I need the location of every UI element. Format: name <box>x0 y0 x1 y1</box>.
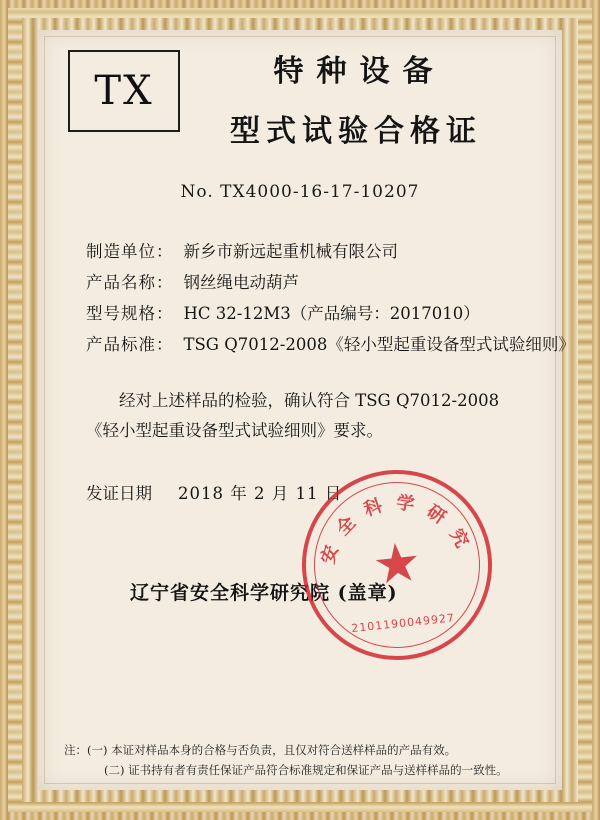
footer-note-1: 注：(一) 本证对样品本身的合格与否负责，且仅对符合送样样品的产品有效。 <box>64 743 457 757</box>
field-value-manufacturer: 新乡市新远起重机械有限公司 <box>183 242 398 261</box>
footer-notes <box>64 740 542 780</box>
issue-date-value: 2018 年 2 月 11 日 <box>178 484 343 503</box>
field-value-model-spec: HC 32-12M3（产品编号：2017010） <box>183 304 480 323</box>
field-row <box>86 236 536 267</box>
field-label-model-spec: 型号规格： <box>86 304 174 323</box>
field-label-product-name: 产品名称： <box>86 273 174 292</box>
title-line-2: 型式试验合格证 <box>230 114 482 149</box>
certificate-paper <box>38 30 575 790</box>
certificate-header <box>64 30 536 148</box>
svg-text:安 全 科 学 研 究: 安 全 科 学 研 究 <box>317 492 474 567</box>
field-row <box>86 329 575 360</box>
certificate-content <box>38 30 575 790</box>
field-value-product-name: 钢丝绳电动葫芦 <box>183 273 299 292</box>
certificate-number: No. TX4000-16-17-10207 <box>180 182 420 202</box>
field-value-product-standard: TSG Q7012-2008《轻小型起重设备型式试验细则》 <box>183 335 575 354</box>
tx-logo-text: TX <box>94 68 154 114</box>
title-group <box>180 36 536 150</box>
field-label-product-standard: 产品标准： <box>86 335 174 354</box>
stamp-code-text: 2101190049927 <box>350 611 456 636</box>
footer-note-2: (二) 证书持有者有责任保证产品符合标准规定和保证产品与送样样品的一致性。 <box>104 763 508 777</box>
title-line-1: 特种设备 <box>273 54 446 89</box>
stamp-star-icon: ★ <box>369 529 425 598</box>
field-list <box>64 236 575 360</box>
conclusion-paragraph: 经对上述样品的检验，确认符合 TSG Q7012-2008《轻小型起重设备型式试验细则》要求。 <box>86 391 500 440</box>
issuer-name: 辽宁省安全科学研究院 (盖章) <box>130 582 398 604</box>
field-row <box>86 267 536 298</box>
field-label-manufacturer: 制造单位： <box>86 242 174 261</box>
official-red-stamp <box>293 461 502 670</box>
tx-logo-box <box>68 50 180 132</box>
issue-date-label: 发证日期 <box>86 484 152 503</box>
field-row <box>86 298 536 329</box>
